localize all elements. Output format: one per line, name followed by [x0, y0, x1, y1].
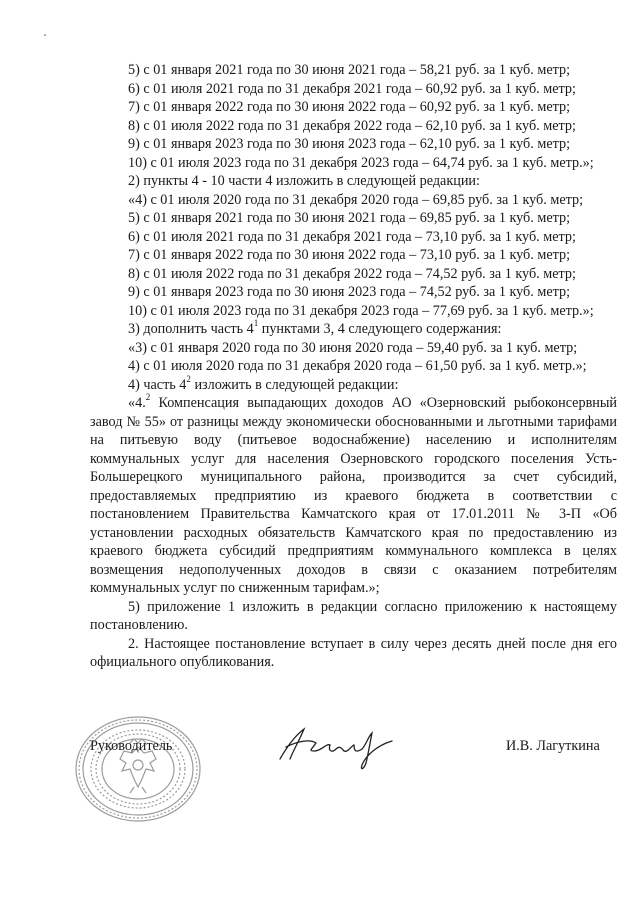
- tariff-line: 9) с 01 января 2023 года по 30 июня 2023 года – 74,52 руб. за 1 куб. метр;: [128, 284, 571, 300]
- quote-number: «4.: [128, 395, 146, 411]
- tariff-line: 4) с 01 июля 2020 года по 31 декабря 2020 года – 61,50 руб. за 1 куб. метр.»;: [128, 358, 587, 374]
- amendment-item-2: 2) пункты 4 - 10 части 4 изложить в следующей редакции:: [128, 173, 480, 189]
- tariff-line: 5) с 01 января 2021 года по 30 июня 2021 года – 69,85 руб. за 1 куб. метр;: [128, 210, 571, 226]
- amendment-item-4: [90, 373, 617, 395]
- tariff-line: 8) с 01 июля 2022 года по 31 декабря 2022 года – 74,52 руб. за 1 куб. метр;: [128, 265, 576, 282]
- document-body: [90, 61, 617, 672]
- tariff-line: 10) с 01 июля 2023 года по 31 декабря 2023 года – 77,69 руб. за 1 куб. метр.»;: [128, 302, 594, 319]
- item-3-text-end: пунктами 3, 4 следующего содержания:: [258, 321, 502, 337]
- tariff-line: 5) с 01 января 2021 года по 30 июня 2021 года – 58,21 руб. за 1 куб. метр;: [128, 62, 571, 78]
- item-4-superscript: 2: [186, 373, 191, 384]
- tariff-line: 7) с 01 января 2022 года по 30 июня 2022 года – 73,10 руб. за 1 куб. метр;: [128, 247, 571, 263]
- tariff-line: 10) с 01 июля 2023 года по 31 декабря 2023 года – 64,74 руб. за 1 куб. метр.»;: [128, 154, 594, 171]
- amendment-item-5: 5) приложение 1 изложить в редакции согласно приложению к настоящему постановлению.: [90, 598, 617, 633]
- tariff-line: 7) с 01 января 2022 года по 30 июня 2022 года – 60,92 руб. за 1 куб. метр;: [128, 99, 571, 115]
- official-seal: [72, 713, 204, 825]
- signature-block: [0, 713, 640, 823]
- item-4-text-end: изложить в следующей редакции:: [190, 376, 399, 393]
- tariff-line: 9) с 01 января 2023 года по 30 июня 2023 года – 62,10 руб. за 1 куб. метр;: [128, 136, 571, 152]
- scan-speck: [44, 34, 46, 36]
- amendment-item-3: [90, 320, 617, 339]
- item-3-superscript: 1: [253, 318, 259, 329]
- tariff-line: «3) с 01 января 2020 года по 30 июня 2020 года – 59,40 руб. за 1 куб. метр;: [128, 339, 578, 356]
- handwritten-signature: [270, 715, 400, 775]
- quote-superscript: 2: [145, 392, 151, 403]
- tariff-line: 8) с 01 июля 2022 года по 31 декабря 2022 года – 62,10 руб. за 1 куб. метр;: [128, 117, 576, 134]
- compensation-paragraph: [90, 394, 617, 598]
- item-3-text: 3) дополнить часть 4: [128, 321, 254, 337]
- item-4-text: 4) часть 4: [128, 376, 187, 393]
- tariff-line: 6) с 01 июля 2021 года по 31 декабря 2021 года – 73,10 руб. за 1 куб. метр;: [128, 228, 576, 245]
- quote-text: Компенсация выпадающих доходов АО «Озерновский рыбоконсервный завод № 55» от разницы между экономически обоснованными и льготными тарифами на питьевую воду (питьевое водоснабжение) населению и исполнителям коммунальных услуг для населения Озерновского городского поселения Усть-Большерецкого муниципального района, производится за счет субсидий, предоставляемых предприятию из краевого бюджета в соответствии с постановлением Правительства Камчатского края от 17.01.2011 № 3-П «Об установлении расходных обязательств Камчатского края по предоставлению из краевого бюджета субсидий предприятиям коммунального комплекса в целях возмещения недополученных доходов в связи с оказанием потребителям коммунальных услуг по сниженным тарифам.»;: [90, 395, 617, 596]
- tariff-line: 6) с 01 июля 2021 года по 31 декабря 2021 года – 60,92 руб. за 1 куб. метр;: [128, 80, 576, 97]
- tariff-line: «4) с 01 июля 2020 года по 31 декабря 2020 года – 69,85 руб. за 1 куб. метр;: [128, 191, 584, 208]
- signatory-name: И.В. Лагуткина: [506, 738, 600, 754]
- effective-date-clause: 2. Настоящее постановление вступает в силу через десять дней после дня его официального опубликования.: [90, 635, 617, 670]
- signatory-role: Руководитель: [90, 738, 173, 754]
